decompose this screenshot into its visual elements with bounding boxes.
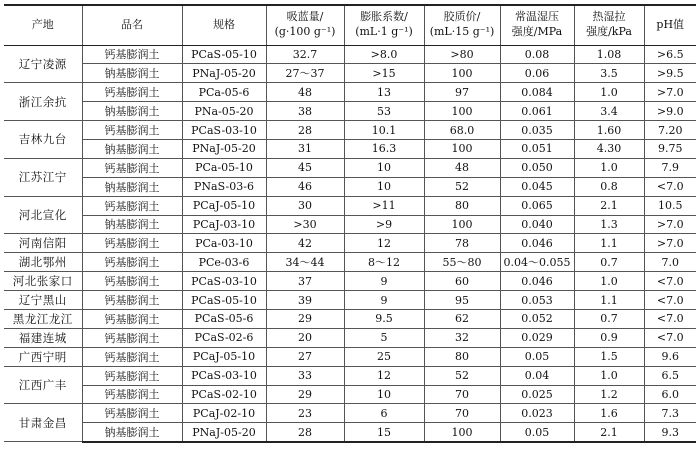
spec-cell: PCa-03-10 <box>182 234 266 253</box>
wet-strength-cell: 0.050 <box>500 158 574 177</box>
hot-strength-cell: 1.0 <box>574 272 644 291</box>
swelling-cell: 9 <box>344 272 424 291</box>
colloid-cell: 32 <box>424 328 500 347</box>
hot-strength-cell: 1.08 <box>574 45 644 64</box>
ph-cell: 7.0 <box>644 253 696 272</box>
table-row <box>4 158 696 177</box>
header-wet-strength-line1: 常温湿压 <box>515 10 559 24</box>
colloid-cell: 80 <box>424 196 500 215</box>
colloid-cell: 70 <box>424 404 500 423</box>
colloid-cell: >80 <box>424 45 500 64</box>
colloid-cell: 100 <box>424 423 500 442</box>
spec-cell: PNaJ-05-20 <box>182 64 266 83</box>
colloid-cell: 95 <box>424 291 500 310</box>
ph-cell: 9.75 <box>644 139 696 158</box>
swelling-cell: 10 <box>344 385 424 404</box>
bentonite-properties-table <box>4 4 696 443</box>
swelling-cell: >15 <box>344 64 424 83</box>
swelling-cell: 8～12 <box>344 253 424 272</box>
absorption-cell: 39 <box>266 291 344 310</box>
spec-cell: PCaS-05-10 <box>182 291 266 310</box>
ph-cell: 10.5 <box>644 196 696 215</box>
product-cell: 钠基膨润土 <box>82 215 182 234</box>
header-colloid <box>424 5 500 45</box>
table-row <box>4 121 696 140</box>
colloid-cell: 48 <box>424 158 500 177</box>
swelling-cell: 12 <box>344 234 424 253</box>
absorption-cell: 48 <box>266 83 344 102</box>
wet-strength-cell: 0.046 <box>500 272 574 291</box>
product-cell: 钠基膨润土 <box>82 139 182 158</box>
absorption-cell: 32.7 <box>266 45 344 64</box>
wet-strength-cell: 0.06 <box>500 64 574 83</box>
region-cell: 广西宁明 <box>4 347 82 366</box>
header-product: 品名 <box>82 5 182 45</box>
wet-strength-cell: 0.023 <box>500 404 574 423</box>
spec-cell: PCa-05-6 <box>182 83 266 102</box>
colloid-cell: 100 <box>424 215 500 234</box>
header-swelling <box>344 5 424 45</box>
spec-cell: PCaS-03-10 <box>182 366 266 385</box>
header-ph: pH值 <box>644 5 696 45</box>
region-cell: 黑龙江龙江 <box>4 309 82 328</box>
region-cell: 吉林九台 <box>4 121 82 159</box>
product-cell: 钙基膨润土 <box>82 309 182 328</box>
product-cell: 钙基膨润土 <box>82 234 182 253</box>
region-cell: 辽宁黑山 <box>4 291 82 310</box>
swelling-cell: 9.5 <box>344 309 424 328</box>
absorption-cell: 29 <box>266 385 344 404</box>
product-cell: 钙基膨润土 <box>82 196 182 215</box>
table-row <box>4 272 696 291</box>
hot-strength-cell: 1.3 <box>574 215 644 234</box>
colloid-cell: 97 <box>424 83 500 102</box>
absorption-cell: 42 <box>266 234 344 253</box>
hot-strength-cell: 2.1 <box>574 196 644 215</box>
region-cell: 湖北鄂州 <box>4 253 82 272</box>
ph-cell: 9.3 <box>644 423 696 442</box>
hot-strength-cell: 1.1 <box>574 291 644 310</box>
table-row <box>4 102 696 121</box>
ph-cell: 6.5 <box>644 366 696 385</box>
product-cell: 钙基膨润土 <box>82 158 182 177</box>
wet-strength-cell: 0.035 <box>500 121 574 140</box>
header-hot-strength-line1: 热湿拉 <box>592 10 626 24</box>
ph-cell: >6.5 <box>644 45 696 64</box>
table-row <box>4 64 696 83</box>
absorption-cell: 27 <box>266 347 344 366</box>
swelling-cell: 15 <box>344 423 424 442</box>
wet-strength-cell: 0.053 <box>500 291 574 310</box>
table-row <box>4 291 696 310</box>
hot-strength-cell: 1.2 <box>574 385 644 404</box>
header-swelling-line1: 膨胀系数/ <box>360 10 408 24</box>
hot-strength-cell: 4.30 <box>574 139 644 158</box>
region-cell: 江苏江宁 <box>4 158 82 196</box>
ph-cell: >9.5 <box>644 64 696 83</box>
colloid-cell: 62 <box>424 309 500 328</box>
header-colloid-line1: 胶质价/ <box>443 10 481 24</box>
absorption-cell: 30 <box>266 196 344 215</box>
wet-strength-cell: 0.025 <box>500 385 574 404</box>
spec-cell: PCe-03-6 <box>182 253 266 272</box>
wet-strength-cell: 0.046 <box>500 234 574 253</box>
table-row <box>4 385 696 404</box>
spec-cell: PCaJ-03-10 <box>182 215 266 234</box>
spec-cell: PNaJ-05-20 <box>182 423 266 442</box>
swelling-cell: 10.1 <box>344 121 424 140</box>
ph-cell: <7.0 <box>644 272 696 291</box>
swelling-cell: >8.0 <box>344 45 424 64</box>
ph-cell: 7.9 <box>644 158 696 177</box>
absorption-cell: 20 <box>266 328 344 347</box>
product-cell: 钠基膨润土 <box>82 177 182 196</box>
swelling-cell: 13 <box>344 83 424 102</box>
absorption-cell: 27～37 <box>266 64 344 83</box>
swelling-cell: 25 <box>344 347 424 366</box>
header-absorption-line2: (g·100 g⁻¹) <box>274 25 336 39</box>
table-row <box>4 404 696 423</box>
region-cell: 河北张家口 <box>4 272 82 291</box>
hot-strength-cell: 1.5 <box>574 347 644 366</box>
spec-cell: PNa-05-20 <box>182 102 266 121</box>
header-spec: 规格 <box>182 5 266 45</box>
spec-cell: PCaJ-05-10 <box>182 196 266 215</box>
colloid-cell: 70 <box>424 385 500 404</box>
region-cell: 福建连城 <box>4 328 82 347</box>
region-cell: 甘肃金昌 <box>4 404 82 442</box>
wet-strength-cell: 0.040 <box>500 215 574 234</box>
absorption-cell: 34～44 <box>266 253 344 272</box>
spec-cell: PCaS-05-6 <box>182 309 266 328</box>
wet-strength-cell: 0.061 <box>500 102 574 121</box>
header-swelling-line2: (mL·1 g⁻¹) <box>355 25 413 39</box>
ph-cell: >7.0 <box>644 234 696 253</box>
spec-cell: PCaJ-02-10 <box>182 404 266 423</box>
hot-strength-cell: 1.0 <box>574 158 644 177</box>
ph-cell: <7.0 <box>644 177 696 196</box>
spec-cell: PNaS-03-6 <box>182 177 266 196</box>
colloid-cell: 80 <box>424 347 500 366</box>
region-cell: 浙江余抗 <box>4 83 82 121</box>
hot-strength-cell: 0.7 <box>574 253 644 272</box>
header-wet-strength <box>500 5 574 45</box>
hot-strength-cell: 0.7 <box>574 309 644 328</box>
spec-cell: PCaS-05-10 <box>182 45 266 64</box>
ph-cell: 7.3 <box>644 404 696 423</box>
product-cell: 钙基膨润土 <box>82 253 182 272</box>
wet-strength-cell: 0.052 <box>500 309 574 328</box>
swelling-cell: 6 <box>344 404 424 423</box>
region-cell: 辽宁凌源 <box>4 45 82 83</box>
region-cell: 河南信阳 <box>4 234 82 253</box>
ph-cell: >7.0 <box>644 215 696 234</box>
table-row <box>4 234 696 253</box>
absorption-cell: 28 <box>266 423 344 442</box>
product-cell: 钙基膨润土 <box>82 328 182 347</box>
ph-cell: 7.20 <box>644 121 696 140</box>
ph-cell: 9.6 <box>644 347 696 366</box>
product-cell: 钠基膨润土 <box>82 423 182 442</box>
table-row <box>4 139 696 158</box>
region-cell: 江西广丰 <box>4 366 82 404</box>
table-row <box>4 328 696 347</box>
ph-cell: >7.0 <box>644 83 696 102</box>
colloid-cell: 100 <box>424 64 500 83</box>
spec-cell: PCa-05-10 <box>182 158 266 177</box>
swelling-cell: 10 <box>344 177 424 196</box>
swelling-cell: 53 <box>344 102 424 121</box>
swelling-cell: 16.3 <box>344 139 424 158</box>
spec-cell: PCaS-02-10 <box>182 385 266 404</box>
hot-strength-cell: 1.60 <box>574 121 644 140</box>
header-wet-strength-line2: 强度/MPa <box>511 25 563 39</box>
hot-strength-cell: 1.0 <box>574 83 644 102</box>
table-row <box>4 366 696 385</box>
header-absorption-line1: 吸蓝量/ <box>286 10 324 24</box>
wet-strength-cell: 0.065 <box>500 196 574 215</box>
wet-strength-cell: 0.04 <box>500 366 574 385</box>
absorption-cell: 28 <box>266 121 344 140</box>
colloid-cell: 52 <box>424 177 500 196</box>
table-row <box>4 423 696 442</box>
hot-strength-cell: 1.1 <box>574 234 644 253</box>
absorption-cell: >30 <box>266 215 344 234</box>
spec-cell: PCaS-02-6 <box>182 328 266 347</box>
header-absorption <box>266 5 344 45</box>
table-row <box>4 196 696 215</box>
table-row <box>4 309 696 328</box>
absorption-cell: 38 <box>266 102 344 121</box>
header-hot-strength <box>574 5 644 45</box>
wet-strength-cell: 0.05 <box>500 423 574 442</box>
product-cell: 钙基膨润土 <box>82 83 182 102</box>
colloid-cell: 60 <box>424 272 500 291</box>
colloid-cell: 68.0 <box>424 121 500 140</box>
product-cell: 钙基膨润土 <box>82 45 182 64</box>
spec-cell: PCaJ-05-10 <box>182 347 266 366</box>
hot-strength-cell: 1.0 <box>574 366 644 385</box>
table-body <box>4 45 696 442</box>
table-row <box>4 215 696 234</box>
ph-cell: <7.0 <box>644 328 696 347</box>
product-cell: 钙基膨润土 <box>82 272 182 291</box>
bentonite-properties-table-container <box>4 4 696 443</box>
absorption-cell: 29 <box>266 309 344 328</box>
product-cell: 钙基膨润土 <box>82 385 182 404</box>
product-cell: 钙基膨润土 <box>82 291 182 310</box>
hot-strength-cell: 3.5 <box>574 64 644 83</box>
colloid-cell: 78 <box>424 234 500 253</box>
ph-cell: 6.0 <box>644 385 696 404</box>
wet-strength-cell: 0.084 <box>500 83 574 102</box>
product-cell: 钙基膨润土 <box>82 121 182 140</box>
wet-strength-cell: 0.045 <box>500 177 574 196</box>
swelling-cell: 5 <box>344 328 424 347</box>
header-hot-strength-line2: 强度/kPa <box>586 25 632 39</box>
colloid-cell: 55～80 <box>424 253 500 272</box>
wet-strength-cell: 0.05 <box>500 347 574 366</box>
spec-cell: PNaJ-05-20 <box>182 139 266 158</box>
ph-cell: <7.0 <box>644 291 696 310</box>
swelling-cell: 9 <box>344 291 424 310</box>
swelling-cell: 12 <box>344 366 424 385</box>
swelling-cell: >11 <box>344 196 424 215</box>
table-row <box>4 253 696 272</box>
table-row <box>4 83 696 102</box>
wet-strength-cell: 0.051 <box>500 139 574 158</box>
table-row <box>4 45 696 64</box>
hot-strength-cell: 0.9 <box>574 328 644 347</box>
region-cell: 河北宣化 <box>4 196 82 234</box>
swelling-cell: 10 <box>344 158 424 177</box>
absorption-cell: 45 <box>266 158 344 177</box>
table-row <box>4 347 696 366</box>
colloid-cell: 52 <box>424 366 500 385</box>
wet-strength-cell: 0.08 <box>500 45 574 64</box>
wet-strength-cell: 0.04～0.055 <box>500 253 574 272</box>
absorption-cell: 37 <box>266 272 344 291</box>
header-colloid-line2: (mL·15 g⁻¹) <box>429 25 495 39</box>
product-cell: 钙基膨润土 <box>82 404 182 423</box>
product-cell: 钙基膨润土 <box>82 366 182 385</box>
product-cell: 钙基膨润土 <box>82 347 182 366</box>
absorption-cell: 31 <box>266 139 344 158</box>
spec-cell: PCaS-03-10 <box>182 272 266 291</box>
absorption-cell: 46 <box>266 177 344 196</box>
ph-cell: <7.0 <box>644 309 696 328</box>
spec-cell: PCaS-03-10 <box>182 121 266 140</box>
absorption-cell: 33 <box>266 366 344 385</box>
product-cell: 钠基膨润土 <box>82 64 182 83</box>
header-region: 产地 <box>4 5 82 45</box>
ph-cell: >9.0 <box>644 102 696 121</box>
product-cell: 钠基膨润土 <box>82 102 182 121</box>
hot-strength-cell: 2.1 <box>574 423 644 442</box>
colloid-cell: 100 <box>424 139 500 158</box>
header-row <box>4 5 696 45</box>
colloid-cell: 100 <box>424 102 500 121</box>
hot-strength-cell: 3.4 <box>574 102 644 121</box>
wet-strength-cell: 0.029 <box>500 328 574 347</box>
absorption-cell: 23 <box>266 404 344 423</box>
hot-strength-cell: 1.6 <box>574 404 644 423</box>
hot-strength-cell: 0.8 <box>574 177 644 196</box>
table-row <box>4 177 696 196</box>
swelling-cell: >9 <box>344 215 424 234</box>
